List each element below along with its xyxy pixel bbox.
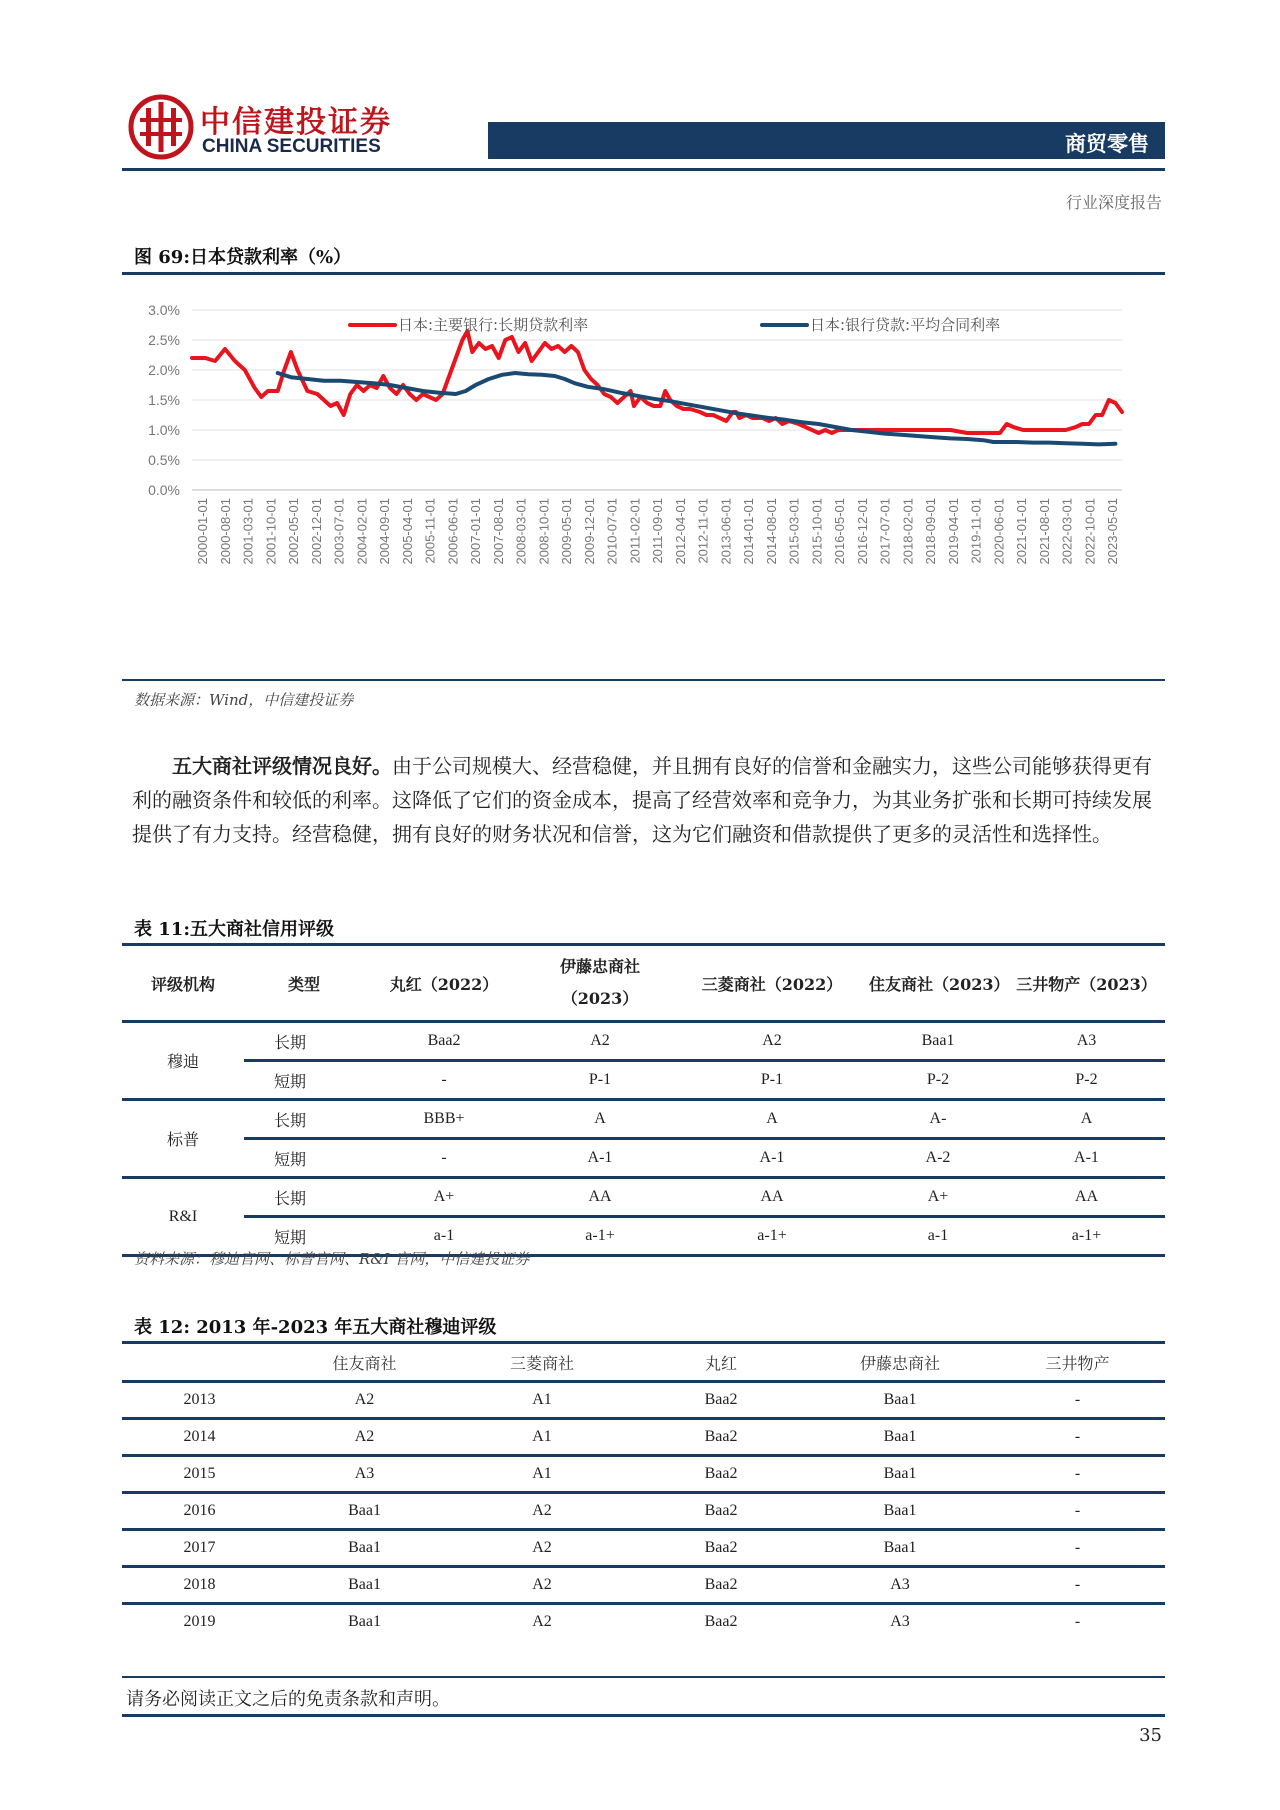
x-tick-label: 2014-08-01 — [763, 498, 779, 565]
header-sumitomo: 住友商社（2023） — [869, 974, 1010, 994]
x-tick-label: 2015-10-01 — [809, 498, 825, 565]
table11-caption: 表 11:五大商社信用评级 — [134, 919, 334, 940]
table-row — [122, 1456, 1165, 1493]
table-row — [122, 1419, 1165, 1456]
rating-cell: a-1+ — [757, 1227, 787, 1244]
x-tick-label: 2009-12-01 — [581, 498, 597, 565]
chart-y-axis — [148, 302, 180, 498]
footer-divider-top — [122, 1676, 1165, 1678]
x-tick-label: 2014-01-01 — [741, 498, 756, 565]
x-tick-label: 2012-04-01 — [672, 498, 688, 565]
type-cell: 长期 — [244, 1100, 364, 1139]
rating-cell: Baa1 — [348, 1576, 381, 1593]
rating-cell: Baa1 — [348, 1539, 381, 1556]
rating-cell: Baa1 — [868, 1022, 1008, 1061]
rating-cell: P-1 — [588, 1071, 612, 1088]
table-row — [122, 1100, 1165, 1139]
year-cell: 2015 — [183, 1465, 216, 1482]
company-logo — [128, 94, 194, 160]
rating-cell: A — [524, 1100, 676, 1139]
rating-cell: Baa1 — [348, 1613, 381, 1630]
rating-cell: P-2 — [1075, 1071, 1098, 1088]
rating-cell: P-1 — [760, 1071, 784, 1088]
table-row — [122, 1604, 1165, 1640]
rating-cell: Baa2 — [704, 1576, 738, 1593]
year-cell: 2019 — [183, 1613, 216, 1630]
rating-cell: A1 — [532, 1465, 552, 1482]
table-row — [122, 1567, 1165, 1604]
rating-cell: - — [1074, 1428, 1081, 1445]
table-row — [122, 1178, 1165, 1217]
moodys-history-table — [122, 1344, 1165, 1639]
year-cell: 2018 — [183, 1576, 216, 1593]
y-tick-label: 2.0% — [148, 362, 180, 378]
table-row — [122, 1530, 1165, 1567]
report-type: 行业深度报告 — [1065, 193, 1162, 212]
table-header-row — [122, 946, 1165, 1022]
y-tick-label: 3.0% — [148, 302, 180, 318]
x-tick-label: 2001-10-01 — [263, 498, 279, 565]
x-tick-label: 2004-02-01 — [354, 498, 370, 565]
rating-cell: - — [441, 1149, 447, 1166]
table-header-row — [122, 1344, 1165, 1382]
table-row — [122, 1382, 1165, 1419]
table-row — [122, 1493, 1165, 1530]
x-tick-label: 2011-02-01 — [627, 498, 643, 564]
y-tick-label: 2.5% — [148, 332, 180, 348]
rating-cell: a-1+ — [1071, 1227, 1102, 1244]
x-tick-label: 2008-10-01 — [536, 498, 552, 565]
x-tick-label: 2006-06-01 — [445, 498, 461, 565]
chart-legend — [350, 316, 1000, 334]
table12-caption: 表 12: 2013 年-2023 年五大商社穆迪评级 — [134, 1317, 497, 1338]
x-tick-label: 2007-08-01 — [490, 498, 506, 565]
x-tick-label: 2011-09-01 — [650, 498, 665, 564]
x-tick-label: 2019-11-01 — [968, 498, 984, 564]
x-tick-label: 2007-01-01 — [468, 498, 483, 565]
rating-cell: A2 — [532, 1502, 552, 1519]
x-tick-label: 2010-07-01 — [604, 498, 620, 565]
x-tick-label: 2012-11-01 — [695, 498, 711, 564]
rating-cell: A2 — [524, 1022, 676, 1061]
x-tick-label: 2005-04-01 — [399, 498, 415, 565]
x-tick-label: 2000-08-01 — [217, 498, 233, 565]
rating-cell: BBB+ — [364, 1100, 524, 1139]
table-row — [122, 1061, 1165, 1100]
rating-cell: - — [1074, 1391, 1081, 1408]
sector-label: 商贸零售 — [1065, 132, 1149, 156]
rating-cell: Baa2 — [704, 1391, 738, 1408]
header-sumitomo: 住友商社 — [332, 1353, 397, 1373]
logo-emblem-icon — [128, 94, 194, 160]
header-agency: 评级机构 — [150, 974, 215, 994]
header-divider — [122, 168, 1165, 171]
rating-cell: - — [1074, 1502, 1081, 1519]
rating-cell: - — [1074, 1613, 1081, 1630]
rating-cell: Baa1 — [883, 1391, 917, 1408]
x-tick-label: 2016-05-01 — [832, 498, 847, 565]
rating-cell: A2 — [354, 1391, 375, 1408]
paragraph-body: 由于公司规模大、经营稳健，并且拥有良好的信誉和金融实力，这些公司能够获得更有利的融资条件和较低的利率。这降低了它们的资金成本，提高了经营效率和竞争力，为其业务扩张和长期可持续发展提供了有力支持。经营稳健，拥有良好的财务状况和信誉，这为它们融资和借款提供了更多的灵活性和选择性。 — [132, 754, 1152, 846]
rating-cell: A — [1008, 1100, 1165, 1139]
x-tick-label: 2013-06-01 — [718, 498, 734, 565]
rating-cell: a-1 — [927, 1227, 949, 1244]
y-tick-label: 1.5% — [148, 392, 180, 408]
rating-cell: A-1 — [587, 1149, 613, 1166]
paragraph-lead: 五大商社评级情况良好。 — [172, 754, 392, 778]
page-number: 35 — [1139, 1725, 1162, 1746]
type-cell: 短期 — [274, 1229, 307, 1247]
figure-caption-rule — [122, 272, 1165, 275]
rating-cell: Baa2 — [704, 1428, 738, 1445]
body-paragraph — [132, 749, 1165, 851]
sector-banner — [488, 122, 1165, 159]
header-marubeni: 丸红 — [704, 1353, 737, 1373]
y-tick-label: 1.0% — [148, 422, 180, 438]
rating-cell: A2 — [532, 1539, 552, 1556]
agency-cell: R&I — [122, 1178, 244, 1256]
x-tick-label: 2023-05-01 — [1105, 498, 1120, 565]
header-mitsui: 三井物产 — [1045, 1353, 1110, 1373]
y-tick-label: 0.5% — [148, 452, 180, 468]
x-tick-label: 2021-08-01 — [1036, 498, 1052, 565]
loan-rate-chart — [122, 290, 1165, 675]
figure-caption: 图 69:日本贷款利率（%） — [134, 247, 352, 268]
rating-cell: A1 — [532, 1428, 552, 1445]
table-row — [122, 1022, 1165, 1061]
header-mitsubishi: 三菱商社 — [509, 1353, 574, 1373]
rating-cell: Baa1 — [883, 1502, 917, 1519]
footer-divider-bottom — [122, 1714, 1165, 1717]
rating-cell: A2 — [676, 1022, 868, 1061]
header-itochu: 伊藤忠商社 — [859, 1353, 940, 1373]
x-tick-label: 2002-12-01 — [308, 498, 324, 565]
rating-cell: A2 — [532, 1576, 552, 1593]
rating-cell: Baa2 — [704, 1465, 738, 1482]
rating-cell: A3 — [354, 1465, 375, 1482]
rating-cell: Baa1 — [348, 1502, 381, 1519]
x-tick-label: 2016-12-01 — [854, 498, 870, 565]
rating-cell: A3 — [890, 1613, 910, 1630]
x-tick-label: 2000-01-01 — [195, 498, 210, 565]
y-tick-label: 0.0% — [148, 482, 180, 498]
rating-cell: AA — [676, 1178, 868, 1217]
header-marubeni: 丸红（2022） — [389, 974, 499, 994]
header-type: 类型 — [287, 974, 320, 994]
rating-cell: Baa2 — [704, 1613, 738, 1630]
rating-cell: P-2 — [926, 1071, 950, 1088]
rating-cell: A-1 — [1074, 1149, 1099, 1166]
figure-bottom-rule — [122, 679, 1165, 681]
figure-source: 数据来源：Wind，中信建投证券 — [134, 691, 354, 709]
rating-cell: A — [676, 1100, 868, 1139]
type-cell: 短期 — [274, 1073, 307, 1091]
x-tick-label: 2005-11-01 — [422, 498, 438, 564]
x-tick-label: 2004-09-01 — [377, 498, 392, 565]
rating-cell: Baa1 — [883, 1428, 917, 1445]
rating-cell: Baa2 — [364, 1022, 524, 1061]
x-tick-label: 2015-03-01 — [786, 498, 802, 565]
rating-cell: A+ — [364, 1178, 524, 1217]
company-name-en: CHINA SECURITIES — [202, 136, 381, 157]
x-tick-label: 2001-03-01 — [240, 498, 256, 565]
year-cell: 2017 — [183, 1539, 216, 1556]
x-tick-label: 2022-03-01 — [1059, 498, 1075, 565]
rating-cell: A3 — [890, 1576, 910, 1593]
rating-cell: A2 — [354, 1428, 375, 1445]
year-cell: 2013 — [183, 1391, 216, 1408]
rating-cell: A1 — [532, 1391, 552, 1408]
x-tick-label: 2018-09-01 — [923, 498, 938, 565]
year-cell: 2014 — [183, 1428, 216, 1445]
x-tick-label: 2009-05-01 — [559, 498, 574, 565]
credit-rating-table — [122, 946, 1165, 1257]
rating-cell: A+ — [868, 1178, 1008, 1217]
x-tick-label: 2008-03-01 — [513, 498, 529, 565]
x-tick-label: 2002-05-01 — [286, 498, 301, 565]
chart-series — [192, 331, 1122, 444]
x-tick-label: 2017-07-01 — [877, 498, 893, 565]
rating-cell: A3 — [1008, 1022, 1165, 1061]
rating-cell: A2 — [532, 1613, 552, 1630]
rating-cell: AA — [1008, 1178, 1165, 1217]
x-tick-label: 2018-02-01 — [900, 498, 916, 565]
rating-cell: A-1 — [759, 1149, 785, 1166]
x-tick-label: 2022-10-01 — [1082, 498, 1098, 565]
year-cell: 2016 — [183, 1502, 216, 1519]
rating-cell: AA — [524, 1178, 676, 1217]
header-itochu: 伊藤忠商社（2023） — [559, 957, 640, 1008]
rating-cell: - — [441, 1071, 447, 1088]
agency-cell: 穆迪 — [122, 1022, 244, 1100]
rating-cell: Baa1 — [883, 1465, 917, 1482]
x-tick-label: 2020-06-01 — [991, 498, 1007, 565]
rating-cell: Baa2 — [704, 1539, 738, 1556]
type-cell: 短期 — [274, 1151, 307, 1169]
legend-label: 日本:银行贷款:平均合同利率 — [810, 316, 1001, 334]
x-tick-label: 2019-04-01 — [945, 498, 961, 565]
rating-cell: - — [1074, 1539, 1081, 1556]
rating-cell: Baa1 — [883, 1539, 917, 1556]
x-tick-label: 2003-07-01 — [331, 498, 347, 565]
legend-label: 日本:主要银行:长期贷款利率 — [398, 316, 589, 334]
agency-cell: 标普 — [122, 1100, 244, 1178]
rating-cell: A-2 — [925, 1149, 951, 1166]
rating-cell: a-1+ — [585, 1227, 615, 1244]
company-name-cn: 中信建投证券 — [200, 105, 392, 140]
header-year — [122, 1344, 277, 1382]
rating-cell: A- — [868, 1100, 1008, 1139]
header-mitsui: 三井物产（2023） — [1016, 974, 1157, 994]
table11-source: 资料来源：穆迪官网、标普官网、R&I 官网，中信建投证券 — [134, 1250, 530, 1268]
disclaimer: 请务必阅读正文之后的免责条款和声明。 — [126, 1689, 450, 1710]
table-row — [122, 1139, 1165, 1178]
rating-cell: - — [1074, 1465, 1081, 1482]
type-cell: 长期 — [244, 1178, 364, 1217]
type-cell: 长期 — [244, 1022, 364, 1061]
chart-x-axis — [195, 498, 1120, 565]
x-tick-label: 2021-01-01 — [1014, 498, 1029, 565]
rating-cell: - — [1074, 1576, 1081, 1593]
header-mitsubishi: 三菱商社（2022） — [701, 974, 843, 994]
rating-cell: Baa2 — [704, 1502, 738, 1519]
rating-cell: a-1 — [433, 1227, 455, 1244]
